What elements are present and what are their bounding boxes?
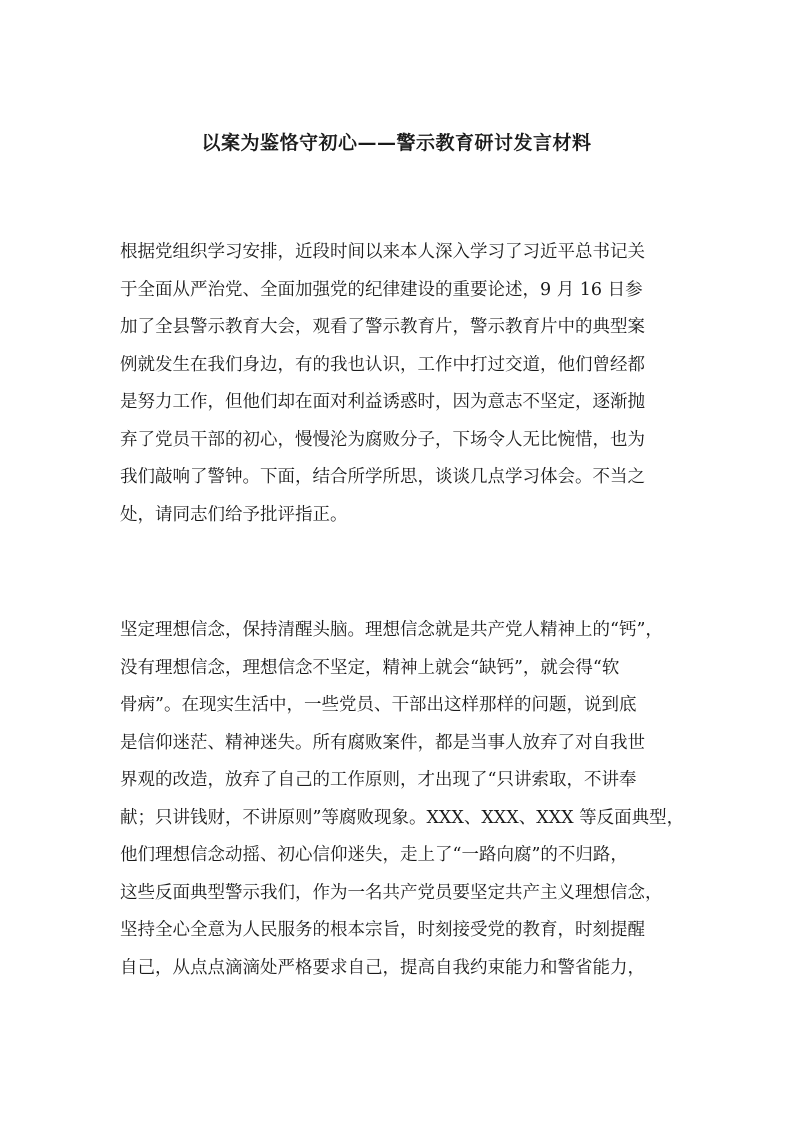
paragraph-intro — [120, 234, 680, 534]
paragraph-line: 坚定理想信念，保持清醒头脑。理想信念就是共产党人精神上的“钙”， — [120, 620, 663, 640]
paragraph-line: 加了全县警示教育大会，观看了警示教育片，警示教育片中的典型案 — [120, 317, 645, 337]
paragraph-line: 是努力工作，但他们却在面对利益诱惑时，因为意志不坚定，逐渐抛 — [120, 392, 645, 412]
paragraph-line: 根据党组织学习安排，近段时间以来本人深入学习了习近平总书记关 — [120, 242, 645, 262]
paragraph-line: 弃了党员干部的初心，慢慢沦为腐败分子，下场令人无比惋惜，也为 — [120, 429, 645, 450]
document-title: 以案为鉴恪守初心——警示教育研讨发言材料 — [201, 132, 592, 154]
paragraph-line: 界观的改造，放弃了自己的工作原则，才出现了“只讲索取，不讲奉 — [120, 770, 637, 790]
paragraph-line: 是信仰迷茫、精神迷失。所有腐败案件，都是当事人放弃了对自我世 — [120, 732, 645, 753]
paragraph-line: 没有理想信念，理想信念不坚定，精神上就会“缺钙”，就会得“软 — [120, 657, 620, 678]
paragraph-line: 他们理想信念动摇、初心信仰迷失，走上了“一路向腐”的不归路， — [120, 845, 628, 865]
paragraph-line: 坚持全心全意为人民服务的根本宗旨，时刻接受党的教育，时刻提醒 — [120, 920, 645, 940]
paragraph-ideals — [120, 612, 685, 987]
paragraph-line: 自己，从点点滴滴处严格要求自己，提高自我约束能力和警省能力， — [120, 957, 645, 978]
paragraph-line: 骨病”。在现实生活中，一些党员、干部出这样那样的问题，说到底 — [120, 695, 637, 715]
paragraph-line: 献；只讲钱财，不讲原则”等腐败现象。XXX、XXX、XXX 等反面典型， — [120, 807, 685, 828]
paragraph-line: 我们敲响了警钟。下面，结合所学所思，谈谈几点学习体会。不当之 — [120, 467, 645, 487]
paragraph-line: 例就发生在我们身边，有的我也认识，工作中打过交道，他们曾经都 — [120, 354, 645, 375]
paragraph-line: 处，请同志们给予批评指正。 — [120, 504, 348, 525]
paragraph-line: 这些反面典型警示我们，作为一名共产党员要坚定共产主义理想信念， — [120, 882, 663, 903]
paragraph-line: 于全面从严治党、全面加强党的纪律建设的重要论述，9 月 16 日参 — [120, 279, 643, 300]
